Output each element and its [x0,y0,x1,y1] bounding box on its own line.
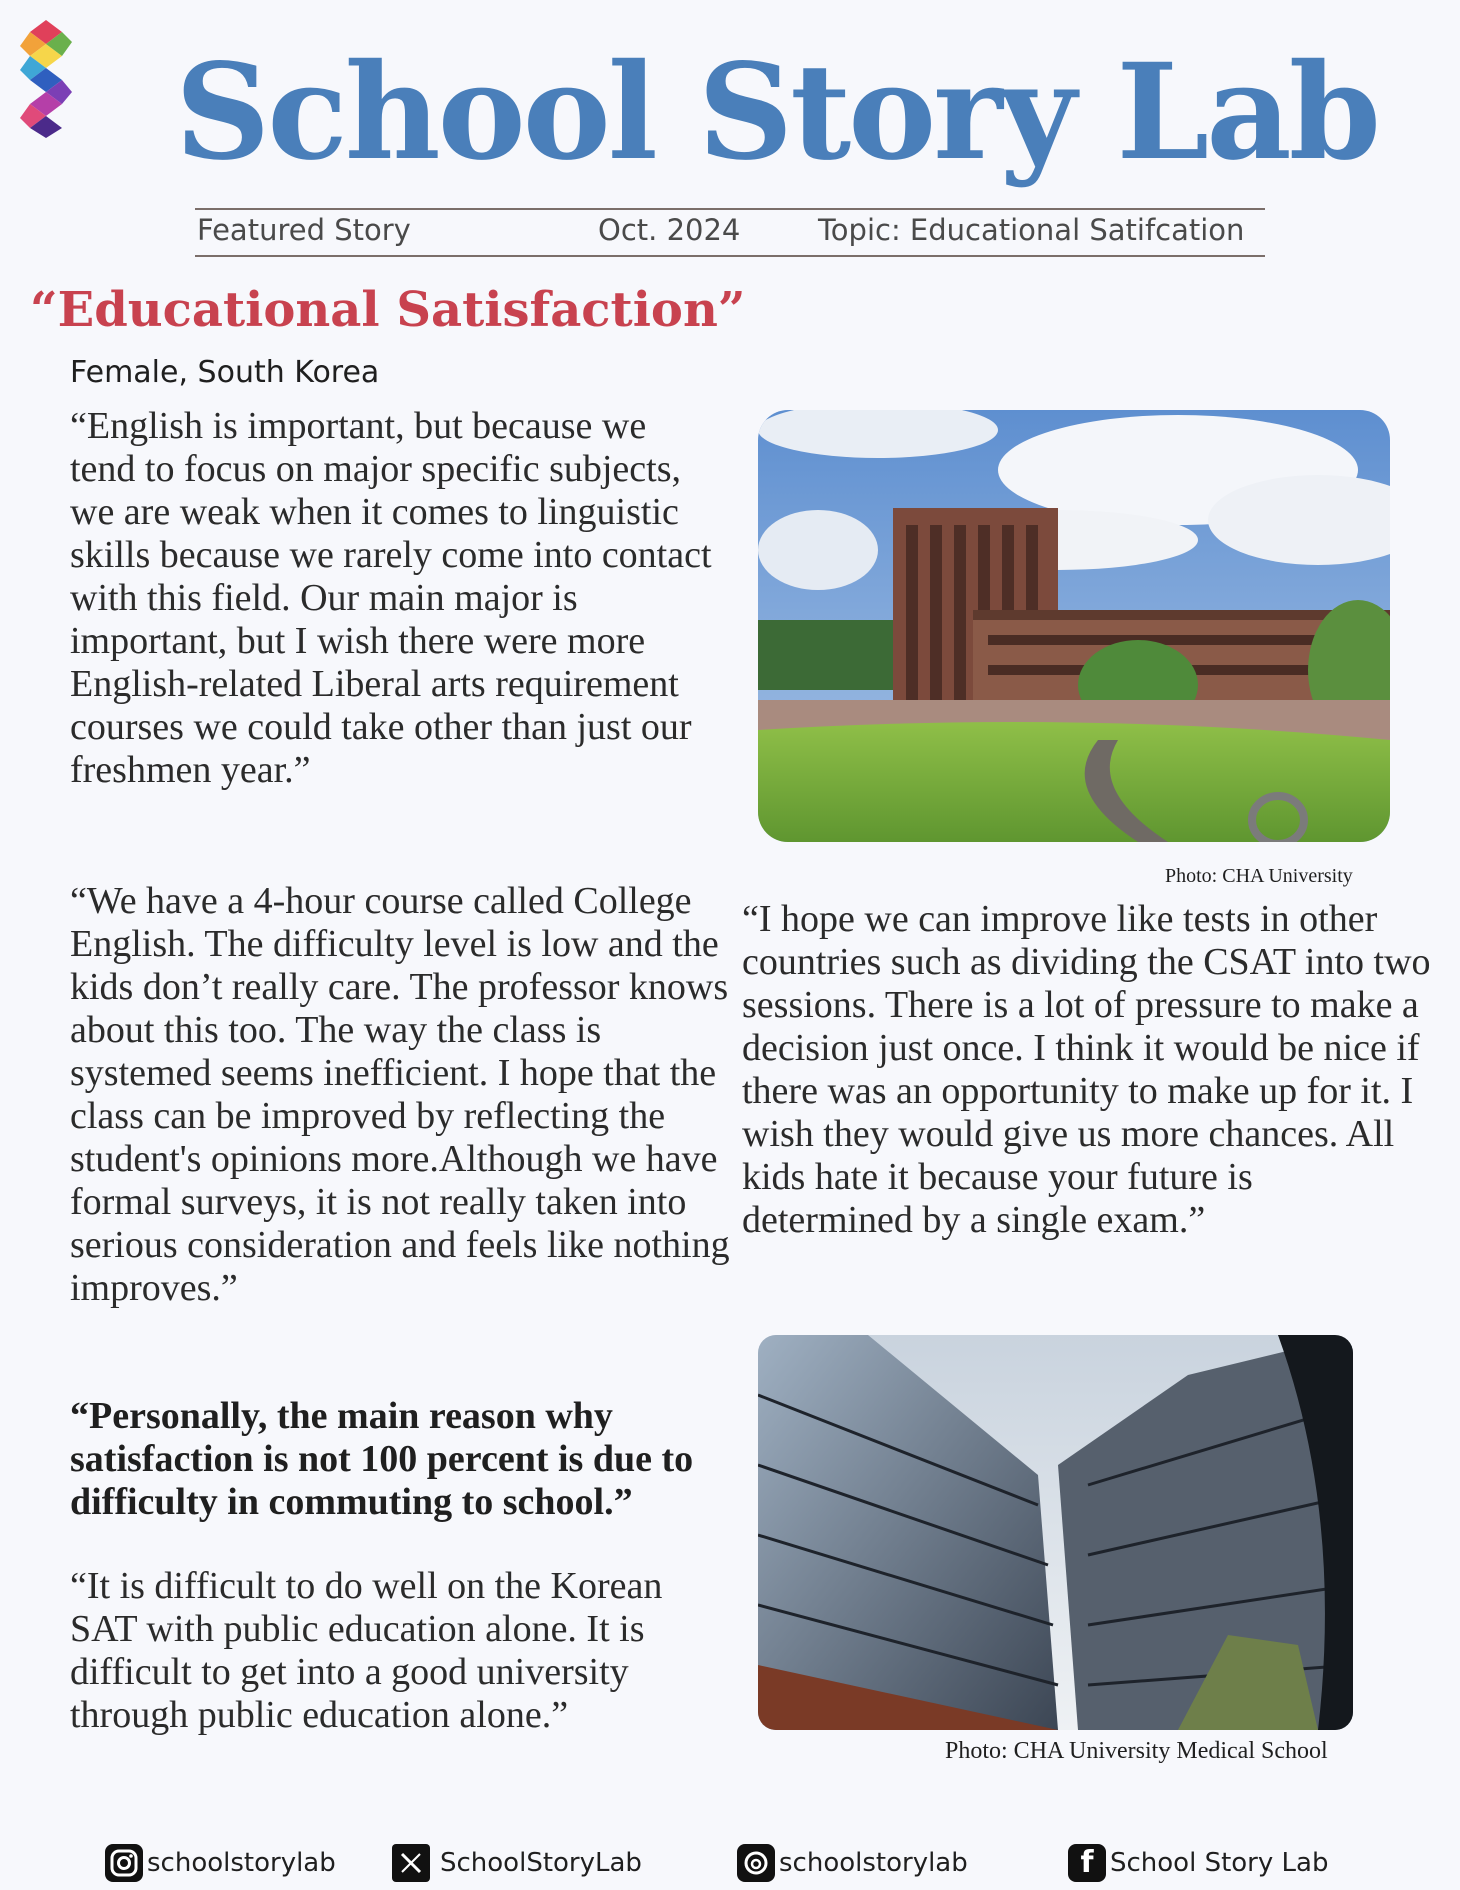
threads-icon [737,1844,775,1882]
quote-commuting: “Personally, the main reason why satisfaction is not 100 percent is due to difficulty in commuting to school.” [70,1395,694,1523]
quote-college-english: “We have a 4-hour course called College English. The difficulty level is low and the kids don’t really care. The professor knows about this too. The way the class is systemed seems inefficient. I hope that the class can be improved by reflecting the student's opinions more.Although we have formal surveys, it is not really taken into serious consideration and feels like nothing improves.” [70,880,730,1309]
facebook-icon: f [1068,1844,1106,1882]
instagram-handle: schoolstorylab [147,1848,336,1878]
medical-school-photo-caption: Photo: CHA University Medical School [945,1738,1328,1764]
x-icon [392,1844,430,1882]
campus-photo [758,410,1390,842]
article-title: “Educational Satisfaction” [30,282,746,338]
threads-link[interactable] [737,1843,968,1883]
info-bar [195,208,1265,257]
category-label: Featured Story [197,213,411,247]
instagram-link[interactable] [105,1843,336,1883]
facebook-link[interactable] [1068,1843,1328,1883]
issue-date: Oct. 2024 [598,213,741,247]
logo-icon [20,20,72,138]
x-handle: SchoolStoryLab [440,1848,642,1878]
threads-handle: schoolstorylab [779,1848,968,1878]
quote-english-courses: “English is important, but because we tend to focus on major specific subjects, we are weak when it comes to linguistic skills because we rarely come into contact with this field. Our main major is important, but I wish there were more English-related Liberal arts requirement courses we could take other than just our freshmen year.” [70,405,712,791]
quote-korean-sat: “It is difficult to do well on the Korean SAT with public education alone. It is difficult to get into a good university through public education alone.” [70,1565,663,1736]
topic-label: Topic: Educational Satifcation [818,213,1245,247]
facebook-page-name: School Story Lab [1110,1848,1329,1878]
masthead-title: School Story Lab [175,35,1379,190]
instagram-icon [105,1844,143,1882]
x-link[interactable] [392,1843,642,1883]
campus-photo-caption: Photo: CHA University [1165,865,1353,887]
quote-csat: “I hope we can improve like tests in other countries such as dividing the CSAT into two sessions. There is a lot of pressure to make a decision just once. I think it would be nice if there was an opportunity to make up for it. I wish they would give us more chances. All kids hate it because your future is determined by a single exam.” [742,898,1431,1241]
medical-school-photo [758,1335,1353,1730]
interviewee-info: Female, South Korea [70,355,380,390]
